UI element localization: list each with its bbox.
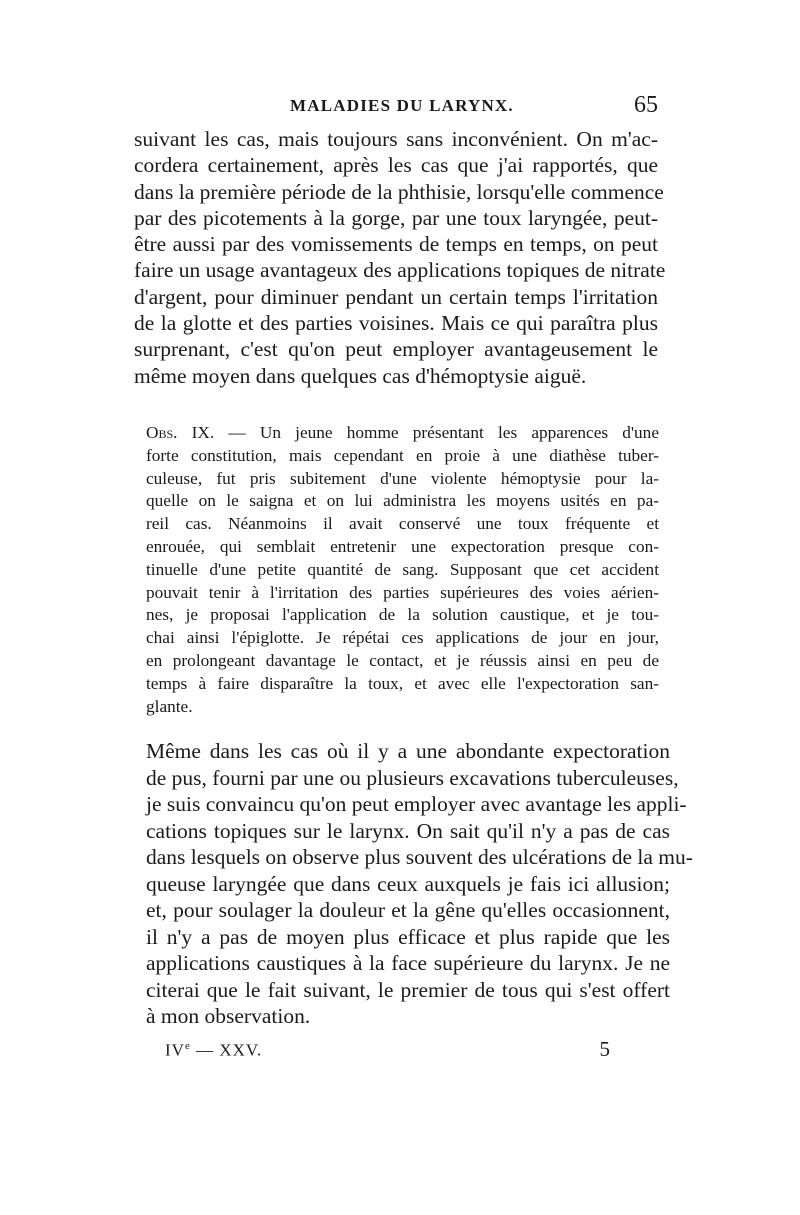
text-line: par des picotements à la gorge, par une toux laryngée, peut- <box>134 205 658 230</box>
text-line: nes, je proposai l'application de la solution caustique, et je tou- <box>146 605 659 625</box>
text-line: queuse laryngée que dans ceux auxquels je fais ici allusion; <box>146 871 670 896</box>
text-line: Même dans les cas où il y a une abondante expectoration <box>146 739 670 763</box>
text-line: quelle on le saigna et on lui administra les moyens usités en pa- <box>146 491 659 511</box>
text-line: de pus, fourni par une ou plusieurs excavations tuberculeuses, <box>146 765 679 790</box>
paragraph-2 <box>146 738 693 1030</box>
text-line: et, pour soulager la douleur et la gêne qu'elles occasionnent, <box>146 898 670 922</box>
running-head: MALADIES DU LARYNX. <box>290 96 514 115</box>
text-line: suivant les cas, mais toujours sans inconvénient. On m'ac- <box>134 127 658 151</box>
text-line: culeuse, fut pris subitement d'une violente hémoptysie pour la- <box>146 468 659 488</box>
observation-first-line <box>146 422 659 445</box>
text-line: reil cas. Néanmoins il avait conservé une toux fréquente et <box>146 514 659 534</box>
text-line: en prolongeant davantage le contact, et je réussis ainsi en peu de <box>146 650 659 670</box>
text-line: dans la première période de la phthisie, lorsqu'elle commence <box>134 179 664 204</box>
text-line: faire un usage avantageux des applications topiques de nitrate <box>134 258 666 283</box>
text-line: je suis convaincu qu'on peut employer avec avantage les appli- <box>146 792 687 816</box>
signature-superscript: e <box>184 1040 191 1052</box>
text-line: temps à faire disparaître la toux, et avec elle l'expectoration san- <box>146 673 659 693</box>
text-line: d'argent, pour diminuer pendant un certain temps l'irritation <box>134 284 658 309</box>
page-number: 65 <box>634 92 658 118</box>
signature-prefix: IV <box>165 1040 185 1060</box>
text-line: il n'y a pas de moyen plus efficace et plus rapide que les <box>146 924 670 949</box>
signature-mark: 5 <box>599 1037 610 1061</box>
text-line: de la glotte et des parties voisines. Mais ce qui paraîtra plus <box>134 311 658 336</box>
text-line: applications caustiques à la face supérieure du larynx. Je ne <box>146 951 670 975</box>
observation-first-line-text: — Un jeune homme présentant les apparences d'une <box>214 423 659 442</box>
text-line: forte constitution, mais cependant en proie à une diathèse tuber- <box>146 445 659 465</box>
observation-label: Obs. IX. <box>146 423 215 442</box>
text-line: tinuelle d'une petite quantité de sang. Supposant que cet accident <box>146 559 659 579</box>
paragraph-1 <box>134 126 666 389</box>
text-line: chai ainsi l'épiglotte. Je répétai ces applications de jour en jour, <box>146 628 659 648</box>
page-footer <box>165 1037 610 1066</box>
signature-suffix: — XXV. <box>190 1040 263 1060</box>
text-line: à mon observation. <box>146 1004 311 1028</box>
text-line: surprenant, c'est qu'on peut employer avantageusement le <box>134 337 658 362</box>
text-line: citerai que le fait suivant, le premier de tous qui s'est offert <box>146 977 670 1002</box>
text-line: dans lesquels on observe plus souvent des ulcérations de la mu- <box>146 845 693 869</box>
text-line: être aussi par des vomissements de temps en temps, on peut <box>134 232 658 257</box>
printer-signature <box>165 1040 262 1061</box>
page-header <box>134 92 658 126</box>
text-line: cordera certainement, après les cas que j'ai rapportés, que <box>134 153 658 178</box>
text-line: cations topiques sur le larynx. On sait qu'il n'y a pas de cas <box>146 818 670 843</box>
text-line: même moyen dans quelques cas d'hémoptysie aiguë. <box>134 363 587 388</box>
observation-block <box>146 422 659 718</box>
text-line: pouvait tenir à l'irritation des parties supérieures des voies aérien- <box>146 582 659 602</box>
text-line: glante. <box>146 696 193 716</box>
text-line: enrouée, qui semblait entretenir une expectoration presque con- <box>146 536 659 556</box>
